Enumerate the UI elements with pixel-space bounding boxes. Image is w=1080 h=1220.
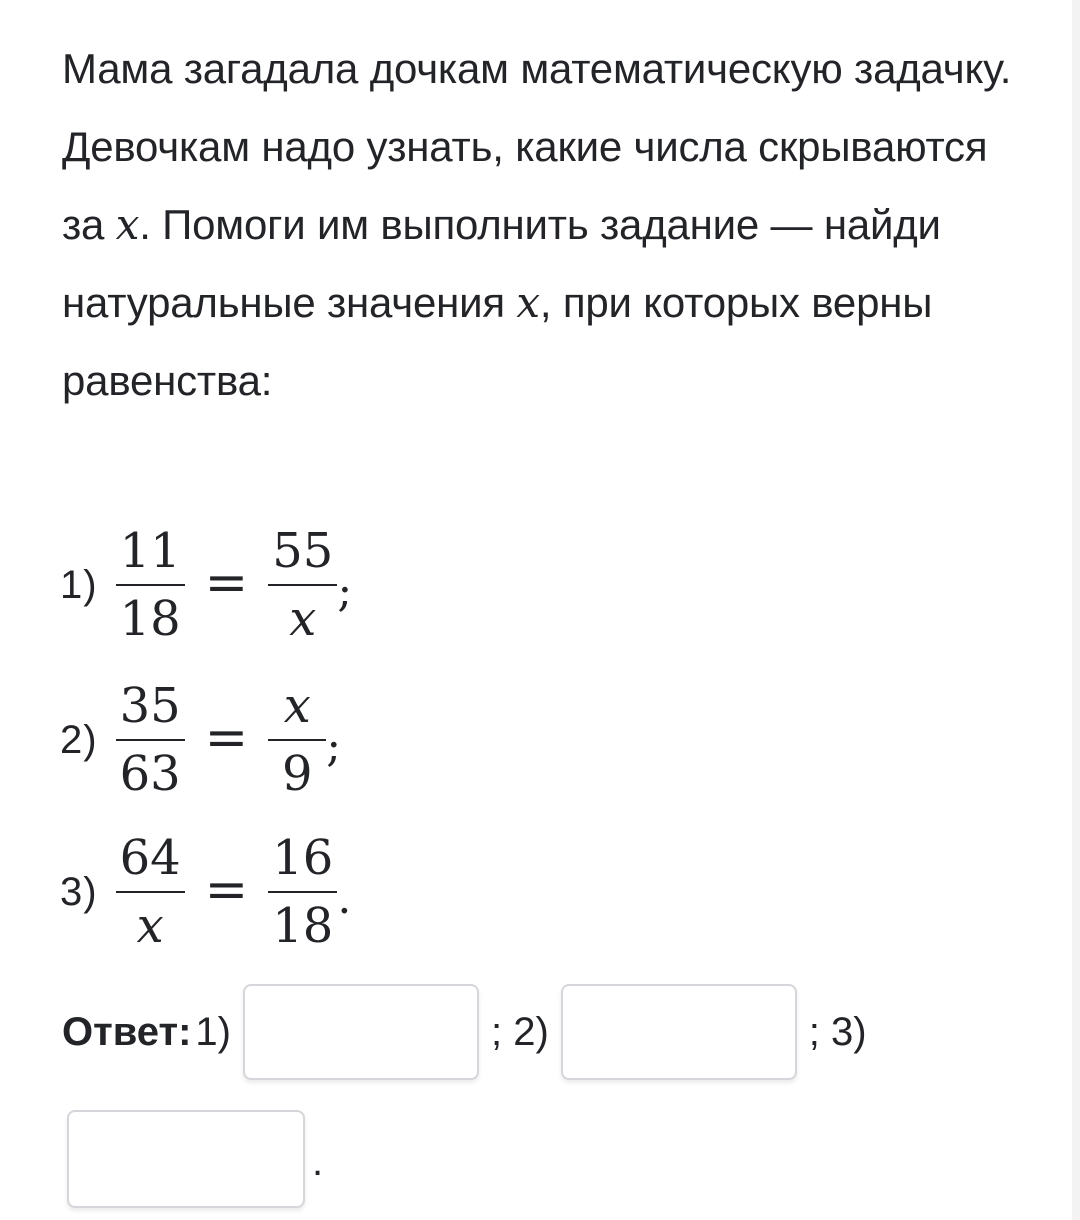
problem-text-part1: Мама загадала дочкам математическую задачку. Девочкам надо узнать, какие числа скрываются за: [62, 45, 1012, 248]
numerator: x: [283, 678, 311, 734]
equation-3: [60, 827, 351, 957]
answer-input-2[interactable]: [561, 984, 797, 1080]
denominator: 18: [119, 591, 181, 647]
answer-row: [62, 982, 871, 1082]
fraction-bar: [116, 584, 185, 586]
denominator: 63: [119, 746, 181, 802]
numerator: 16: [272, 830, 334, 886]
numerator: 35: [119, 678, 181, 734]
equation-number: 2): [60, 717, 98, 762]
answer-part-label-3: ; 3): [808, 1009, 867, 1054]
equation-1: [60, 520, 352, 650]
numerator: 11: [119, 523, 181, 579]
fraction-bar: [268, 584, 337, 586]
fraction-bar: [268, 739, 326, 741]
equals-sign: =: [204, 860, 249, 920]
denominator: x: [136, 898, 164, 954]
answer-part-label-2: ; 2): [490, 1009, 549, 1054]
denominator: 18: [272, 898, 334, 954]
denominator: 9: [281, 746, 313, 802]
answer-label: Ответ:: [62, 1009, 192, 1054]
answer-end-punct: .: [312, 1140, 324, 1184]
equation-number: 1): [60, 562, 98, 607]
fraction-right: [268, 522, 337, 648]
fraction-left: [116, 829, 185, 955]
fraction-bar: [116, 739, 185, 741]
answer-input-3[interactable]: [67, 1110, 305, 1208]
answer-part-label-1: 1): [195, 1009, 231, 1054]
equation-end-punct: ;: [337, 565, 353, 617]
answer-input-1[interactable]: [243, 984, 479, 1080]
equation-number: 3): [60, 869, 98, 914]
equation-end-punct: ;: [326, 720, 342, 772]
fraction-bar: [268, 891, 337, 893]
denominator: x: [289, 591, 317, 647]
fraction-left: [116, 522, 185, 648]
fraction-left: [116, 677, 185, 803]
equals-sign: =: [204, 708, 249, 768]
problem-text: [62, 30, 1022, 420]
problem-text-part3: , при которых верны равенства:: [62, 279, 933, 404]
fraction-bar: [116, 891, 185, 893]
variable-x: x: [115, 200, 140, 249]
equation-2: [60, 675, 341, 805]
variable-x: x: [516, 278, 540, 327]
numerator: 55: [272, 523, 334, 579]
equals-sign: =: [204, 553, 249, 613]
equation-end-punct: .: [337, 872, 352, 924]
numerator: 64: [119, 830, 181, 886]
scrollbar-track[interactable]: [1072, 0, 1080, 1220]
problem-text-part2: . Помоги им выполнить задание — найди натуральные значения: [62, 201, 941, 326]
fraction-right: [268, 677, 326, 803]
fraction-right: [268, 829, 337, 955]
